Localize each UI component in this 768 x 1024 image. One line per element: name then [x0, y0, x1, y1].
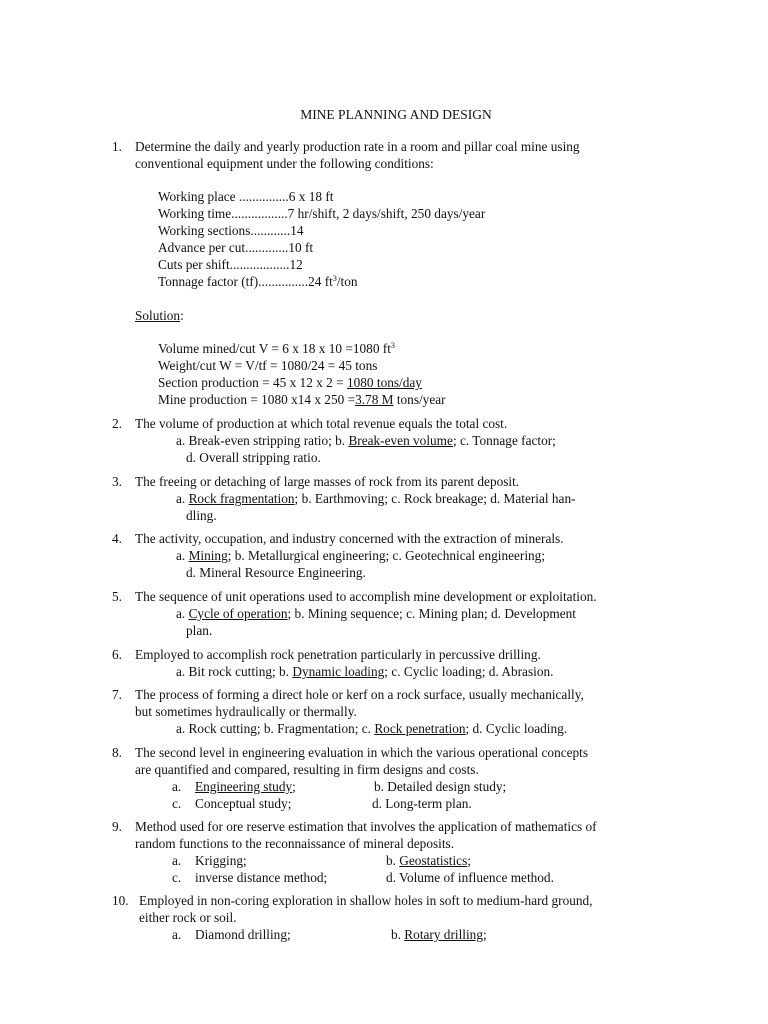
question-2 — [0, 415, 768, 466]
choice-b: b. Rotary drilling; — [391, 927, 487, 942]
question-text: Employed to accomplish rock penetration particularly in percussive drilling. — [135, 647, 541, 662]
solution-step: Mine production = 1080 x14 x 250 =3.78 M tons/year — [158, 392, 446, 407]
question-text: conventional equipment under the following conditions: — [135, 156, 434, 171]
choices-line: a. Cycle of operation; b. Mining sequence; c. Mining plan; d. Development — [176, 606, 576, 621]
question-text: The freeing or detaching of large masses of rock from its parent deposit. — [135, 474, 520, 489]
question-7 — [0, 686, 768, 737]
question-text: Method used for ore reserve estimation that involves the application of mathematics of — [135, 819, 597, 834]
solution-label: Solution — [135, 308, 181, 323]
correct-answer: Geostatistics — [399, 853, 468, 868]
page-title: MINE PLANNING AND DESIGN — [300, 107, 492, 122]
choice-c: inverse distance method; — [195, 870, 328, 885]
question-number: 5. — [112, 589, 122, 604]
correct-answer: Cycle of operation — [188, 606, 288, 621]
question-text: but sometimes hydraulically or thermally. — [135, 704, 357, 719]
solution-heading: Solution: — [135, 308, 184, 323]
choice-a: Diamond drilling; — [195, 927, 291, 942]
question-9 — [0, 818, 768, 886]
question-8 — [0, 744, 768, 812]
question-text: The volume of production at which total revenue equals the total cost. — [135, 416, 508, 431]
question-number: 2. — [112, 416, 122, 431]
correct-answer: Mining — [188, 548, 228, 563]
choice-d: d. Volume of influence method. — [386, 870, 554, 885]
choice-b: b. Geostatistics; — [386, 853, 471, 868]
question-5 — [0, 588, 768, 639]
solution-step: Volume mined/cut V = 6 x 18 x 10 =1080 $ft^3$ — [158, 341, 395, 356]
question-3 — [0, 473, 768, 524]
question-number: 6. — [112, 647, 122, 662]
question-text: The second level in engineering evaluation in which the various operational concepts — [135, 745, 589, 760]
choice-letter: a. — [172, 927, 182, 942]
correct-answer: Rock fragmentation — [188, 491, 295, 506]
choice-d: d. Long-term plan. — [372, 796, 472, 811]
question-6 — [0, 646, 768, 680]
choice-letter: a. — [172, 853, 182, 868]
choices-line: a. Rock fragmentation; b. Earthmoving; c. Rock breakage; d. Material han- — [176, 491, 576, 506]
correct-answer: Rotary drilling — [404, 927, 483, 942]
condition-item: Cuts per shift..................12 — [158, 257, 303, 272]
conditions-list — [0, 188, 768, 290]
question-number: 9. — [112, 819, 122, 834]
condition-item: Working sections............14 — [158, 223, 304, 238]
question-text: Employed in non-coring exploration in shallow holes in soft to medium-hard ground, — [139, 893, 593, 908]
solution-steps — [0, 340, 768, 408]
correct-answer: Rock penetration — [374, 721, 466, 736]
question-text: The process of forming a direct hole or kerf on a rock surface, usually mechanically, — [135, 687, 584, 702]
question-text: are quantified and compared, resulting in firm designs and costs. — [135, 762, 479, 777]
question-number: 7. — [112, 687, 122, 702]
question-number: 1. — [112, 139, 122, 154]
choice-letter: c. — [172, 870, 182, 885]
choices-continuation: dling. — [186, 508, 217, 523]
choices-line: a. Break-even stripping ratio; b. Break-even volume; c. Tonnage factor; — [176, 433, 556, 448]
choice-a: Krigging; — [195, 853, 247, 868]
choice-d: d. Mineral Resource Engineering. — [186, 565, 366, 580]
choice-d: d. Overall stripping ratio. — [186, 450, 321, 465]
choice-c: Conceptual study; — [195, 796, 292, 811]
question-number: 8. — [112, 745, 122, 760]
correct-answer: Dynamic loading — [292, 664, 385, 679]
correct-answer: Break-even volume — [348, 433, 453, 448]
condition-item-tonnage: Tonnage factor (tf)...............24 $ft^3$/ton — [158, 274, 358, 289]
question-1 — [0, 138, 768, 172]
condition-item: Working place ...............6 x 18 ft — [158, 189, 334, 204]
question-number: 4. — [112, 531, 122, 546]
question-10 — [0, 892, 768, 943]
choice-letter: a. — [172, 779, 182, 794]
question-text: The sequence of unit operations used to accomplish mine development or exploitation. — [135, 589, 597, 604]
question-number: 10. — [112, 893, 129, 908]
condition-item: Working time.................7 hr/shift, 2 days/shift, 250 days/year — [158, 206, 486, 221]
choices-line: a. Bit rock cutting; b. Dynamic loading; c. Cyclic loading; d. Abrasion. — [176, 664, 554, 679]
choices-line: a. Rock cutting; b. Fragmentation; c. Rock penetration; d. Cyclic loading. — [176, 721, 568, 736]
question-text: The activity, occupation, and industry concerned with the extraction of minerals. — [135, 531, 564, 546]
choice-b: b. Detailed design study; — [374, 779, 507, 794]
choices-continuation: plan. — [186, 623, 213, 638]
answer-yearly: 3.78 M — [355, 392, 394, 407]
choices-line: a. Mining; b. Metallurgical engineering; c. Geotechnical engineering; — [176, 548, 546, 563]
question-number: 3. — [112, 474, 122, 489]
question-4 — [0, 530, 768, 581]
question-text: random functions to the reconnaissance of mineral deposits. — [135, 836, 455, 851]
choice-letter: c. — [172, 796, 182, 811]
correct-answer: Engineering study — [195, 779, 293, 794]
solution-step: Weight/cut W = V/tf = 1080/24 = 45 tons — [158, 358, 378, 373]
question-text: Determine the daily and yearly production rate in a room and pillar coal mine using — [135, 139, 580, 154]
choice-a: Engineering study; — [195, 779, 296, 794]
question-text: either rock or soil. — [139, 910, 237, 925]
answer-daily: 1080 tons/day — [346, 375, 422, 390]
solution-step: Section production = 45 x 12 x 2 = 1080 tons/day — [158, 375, 422, 390]
condition-item: Advance per cut.............10 ft — [158, 240, 314, 255]
